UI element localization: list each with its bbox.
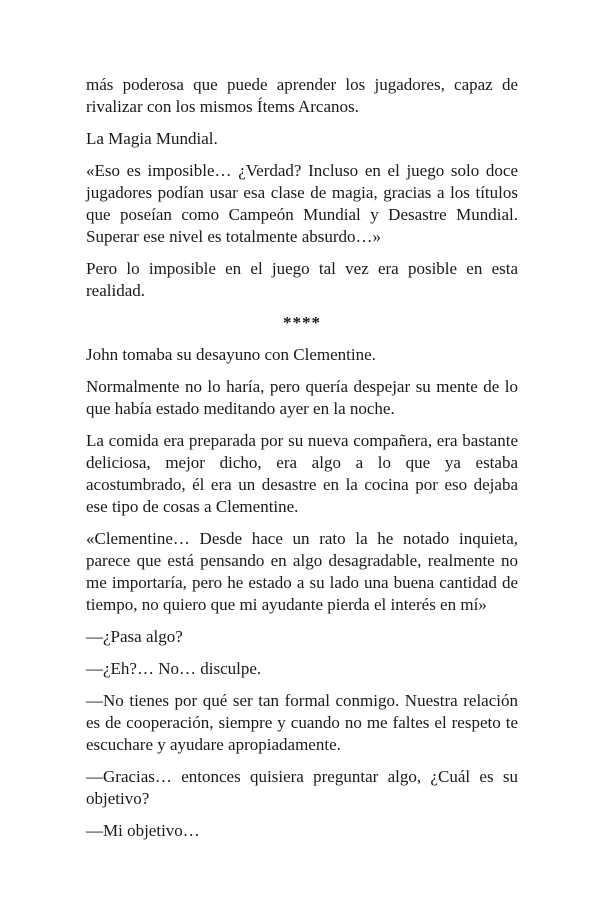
dialogue-line: —¿Eh?… No… disculpe. bbox=[86, 659, 262, 678]
paragraph: John tomaba su desayuno con Clementine. bbox=[86, 345, 376, 364]
paragraph: Normalmente no lo haría, pero quería despejar su mente de lo que había estado meditando ayer en la noche. bbox=[86, 377, 518, 418]
paragraph: La comida era preparada por su nueva compañera, era bastante deliciosa, mejor dicho, era algo a lo que ya estaba acostumbrado, él era un desastre en la cocina por eso dejaba ese tipo de cosas a Clementine. bbox=[86, 431, 518, 516]
dialogue-line: —Mi objetivo… bbox=[86, 821, 200, 840]
dialogue-line: —¿Pasa algo? bbox=[86, 627, 183, 646]
dialogue-line: —Gracias… entonces quisiera preguntar algo, ¿Cuál es su objetivo? bbox=[86, 767, 518, 808]
paragraph: La Magia Mundial. bbox=[86, 129, 218, 148]
paragraph: «Eso es imposible… ¿Verdad? Incluso en el juego solo doce jugadores podían usar esa clase de magia, gracias a los títulos que poseían como Campeón Mundial y Desastre Mundial. Superar ese nivel es totalmente absurdo…» bbox=[86, 161, 518, 246]
book-page bbox=[86, 74, 518, 852]
dialogue-line: —No tienes por qué ser tan formal conmigo. Nuestra relación es de cooperación, siempre y cuando no me faltes el respeto te escuchare y ayudare apropiadamente. bbox=[86, 691, 518, 754]
paragraph: más poderosa que puede aprender los jugadores, capaz de rivalizar con los mismos Ítems Arcanos. bbox=[86, 75, 518, 116]
paragraph: Pero lo imposible en el juego tal vez era posible en esta realidad. bbox=[86, 259, 518, 300]
scene-separator: **** bbox=[283, 313, 321, 332]
paragraph: «Clementine… Desde hace un rato la he notado inquieta, parece que está pensando en algo desagradable, realmente no me importaría, pero he estado a su lado una buena cantidad de tiempo, no quiero que mi ayudante pierda el interés en mí» bbox=[86, 529, 518, 614]
